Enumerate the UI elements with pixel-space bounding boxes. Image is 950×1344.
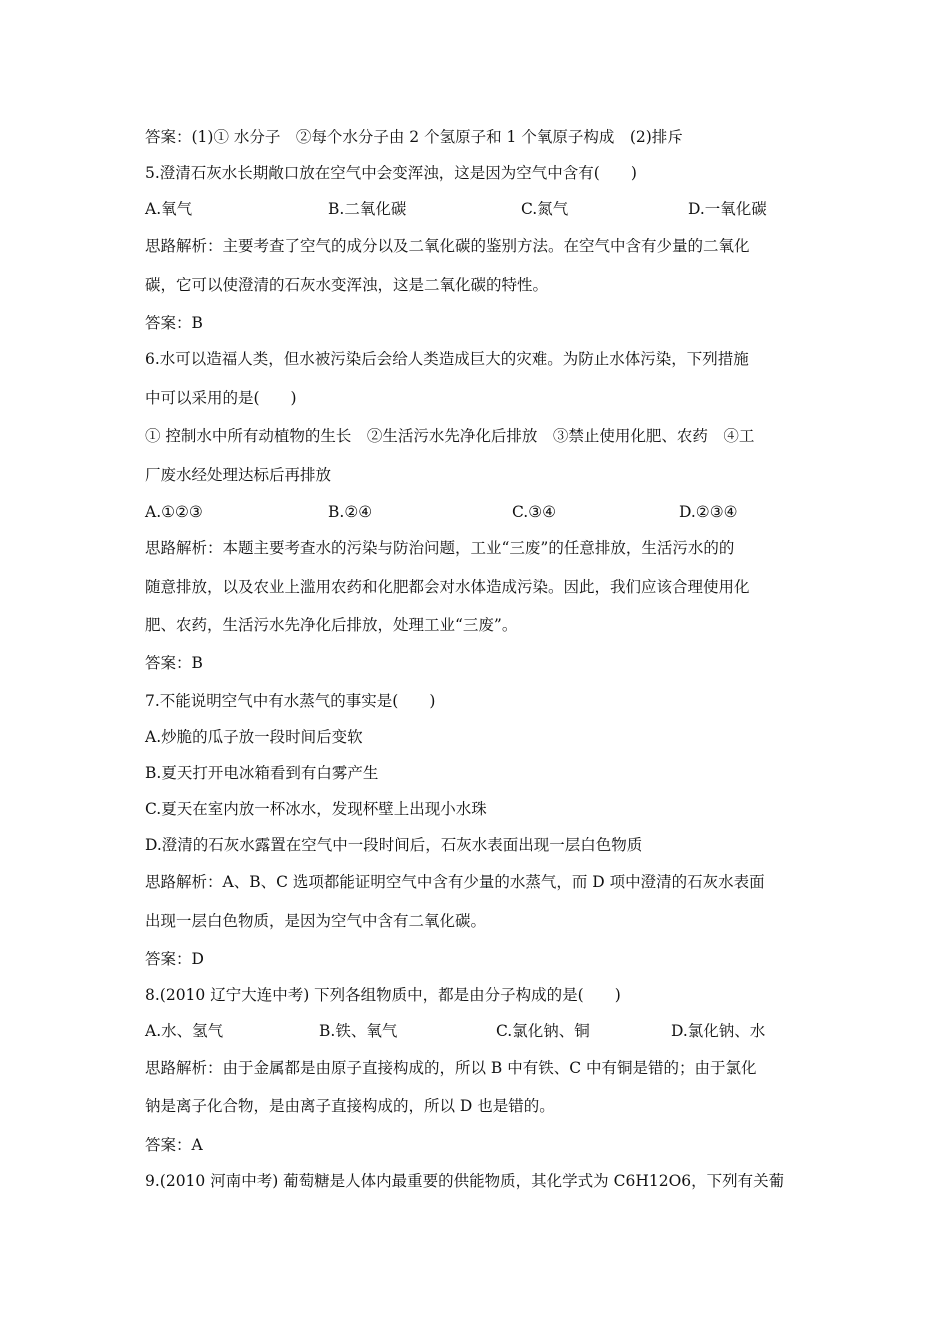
q7-analysis-line-1: 思路解析：A、B、C 选项都能证明空气中含有少量的水蒸气，而 D 项中澄清的石灰水表面 [145,873,765,891]
q8-answer: 答案：A [145,1136,203,1154]
q5-answer: 答案：B [145,314,203,332]
q5-option-a: A.氧气 [145,200,193,218]
q5-option-b: B.二氧化碳 [328,200,407,218]
answer-line-q4: 答案：(1)① 水分子 ②每个水分子由 2 个氢原子和 1 个氧原子构成 (2)排斥 [145,128,683,146]
q8-option-d: D.氯化钠、水 [671,1022,766,1040]
q7-answer: 答案：D [145,950,204,968]
q8-analysis-line-2: 钠是离子化合物，是由离子直接构成的，所以 D 也是错的。 [145,1097,555,1115]
q8-option-b: B.铁、氧气 [319,1022,398,1040]
q8-analysis-line-1: 思路解析：由于金属都是由原子直接构成的，所以 B 中有铁、C 中有铜是错的；由于氯化 [145,1059,757,1077]
q6-option-a: A.①②③ [145,503,203,521]
q5-option-d: D.一氧化碳 [688,200,767,218]
question-7: 7.不能说明空气中有水蒸气的事实是( ) [145,692,436,710]
question-5: 5.澄清石灰水长期敞口放在空气中会变浑浊，这是因为空气中含有( ) [145,164,637,182]
q7-option-d: D.澄清的石灰水露置在空气中一段时间后，石灰水表面出现一层白色物质 [145,836,643,854]
q7-option-a: A.炒脆的瓜子放一段时间后变软 [145,728,363,746]
q6-analysis-line-1: 思路解析：本题主要考查水的污染与防治问题，工业“三废”的任意排放，生活污水的的 [145,539,735,557]
q6-analysis-line-2: 随意排放，以及农业上滥用农药和化肥都会对水体造成污染。因此，我们应该合理使用化 [145,578,750,596]
question-6-line-1: 6.水可以造福人类，但水被污染后会给人类造成巨大的灾难。为防止水体污染，下列措施 [145,350,749,368]
question-6-line-2: 中可以采用的是( ) [145,389,297,407]
q8-option-c: C.氯化钠、铜 [496,1022,590,1040]
q6-option-d: D.②③④ [679,503,738,521]
question-9: 9.(2010 河南中考) 葡萄糖是人体内最重要的供能物质，其化学式为 C6H12O6，下列有关葡 [145,1172,785,1190]
q5-analysis-line-2: 碳，它可以使澄清的石灰水变浑浊，这是二氧化碳的特性。 [145,276,549,294]
q7-option-c: C.夏天在室内放一杯冰水，发现杯壁上出现小水珠 [145,800,487,818]
q7-analysis-line-2: 出现一层白色物质，是因为空气中含有二氧化碳。 [145,912,487,930]
q6-measures-line-2: 厂废水经处理达标后再排放 [145,466,332,484]
q7-option-b: B.夏天打开电冰箱看到有白雾产生 [145,764,379,782]
q5-analysis-line-1: 思路解析：主要考查了空气的成分以及二氧化碳的鉴别方法。在空气中含有少量的二氧化 [145,237,750,255]
q6-option-c: C.③④ [512,503,557,521]
q6-option-b: B.②④ [328,503,373,521]
q5-option-c: C.氮气 [521,200,569,218]
question-8: 8.(2010 辽宁大连中考) 下列各组物质中，都是由分子构成的是( ) [145,986,621,1004]
q6-measures-line-1: ① 控制水中所有动植物的生长 ②生活污水先净化后排放 ③禁止使用化肥、农药 ④工 [145,427,755,445]
q6-answer: 答案：B [145,654,203,672]
q6-analysis-line-3: 肥、农药，生活污水先净化后排放，处理工业“三废”。 [145,616,518,634]
q8-option-a: A.水、氢气 [145,1022,224,1040]
